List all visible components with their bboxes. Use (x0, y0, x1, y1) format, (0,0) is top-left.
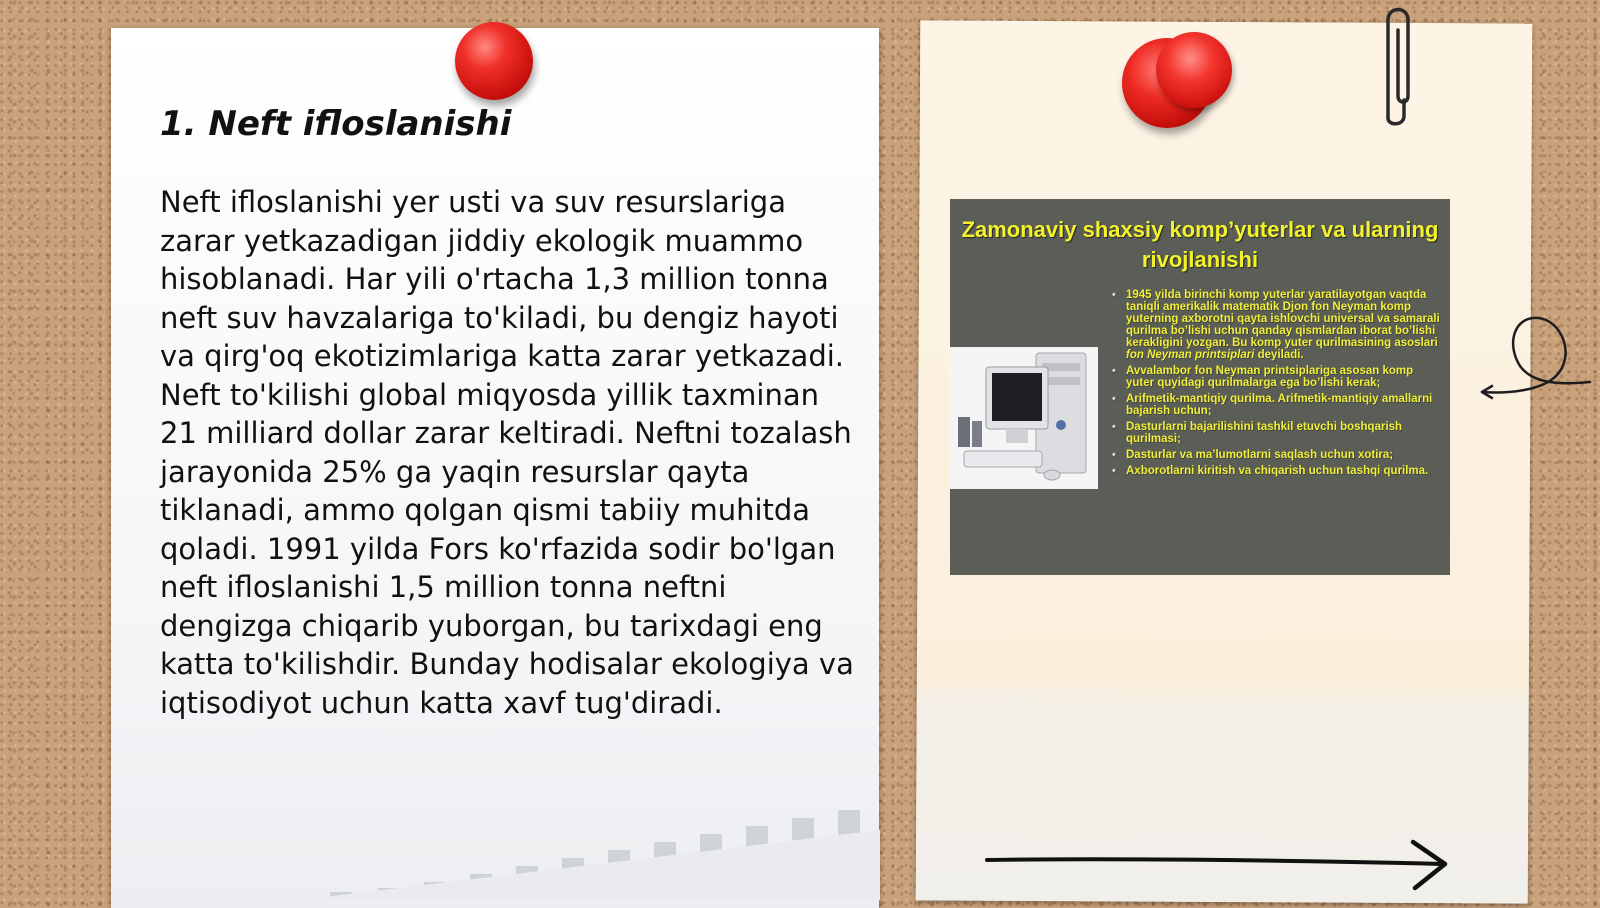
paperclip-icon (1374, 0, 1418, 126)
slide-bullet: • 1945 yilda birinchi komp yuterlar yaratilayotgan vaqtda taniqli amerikalik matematik Djon fon Neyman komp yuterning axborotni qayta ishlovchi universal va samarali qurilma bo’lishi uchun qanday qismlardan iborat bo’lishi kerakligini yozgan. Bu komp yuter qurilmasining asoslari fon Neyman printsiplari deyiladi. (1110, 289, 1442, 361)
red-pushpin-icon (1156, 32, 1232, 108)
scribble-arrow-icon (1480, 310, 1600, 410)
section-title: 1. Neft ifloslanishi (160, 104, 512, 144)
slide-bullet: • Dasturlar va ma’lumotlarni saqlash uchun xotira; (1110, 449, 1442, 461)
slide-title: Zamonaviy shaxsiy komp’yuterlar va ularning rivojlanishi (961, 217, 1439, 272)
section-body-text: Neft ifloslanishi yer usti va suv resurslariga zarar yetkazadigan jiddiy ekologik muammo hisoblanadi. Har yili o'rtacha 1,3 million tonna neft suv havzalariga to'kiladi, bu dengiz hayoti va qirg'oq ekotizimlariga katta zarar yetkazadi. Neft to'kilishi global miqyosda yillik taxminan 21 milliard dollar zarar keltiradi. Neftni tozalash jarayonida 25% ga yaqin resurslar qayta tiklanadi, ammo qolgan qismi tabiiy muhitda qoladi. 1991 yilda Fors ko'rfazida sodir bo'lgan neft ifloslanishi 1,5 million tonna neftni dengizga chiqarib yuborgan, bu tarixdagi eng katta to'kilishdir. Bunday hodisalar ekologiya va iqtisodiyot uchun katta xavf tug'diradi. (160, 185, 854, 720)
slide-bullet: • Axborotlarni kiritish va chiqarish uchun tashqi qurilma. (1110, 465, 1442, 477)
slide-bullet: • Dasturlarni bajarilishini tashkil etuvchi boshqarish qurilmasi; (1110, 421, 1442, 445)
torn-edge-decoration (300, 800, 880, 900)
long-arrow-icon (985, 838, 1453, 898)
slide-bullet: • Arifmetik-mantiqiy qurilma. Arifmetik-mantiqiy amallarni bajarish uchun; (1110, 393, 1442, 417)
slide-bullet-list (1110, 289, 1442, 481)
red-pushpin-icon (455, 22, 533, 100)
embedded-slide-image (950, 199, 1450, 575)
slide-bullet: • Avvalambor fon Neyman printsiplariga asosan komp yuter quyidagi qurilmalarga ega bo’lishi kerak; (1110, 365, 1442, 389)
desktop-computer-icon (950, 347, 1098, 489)
